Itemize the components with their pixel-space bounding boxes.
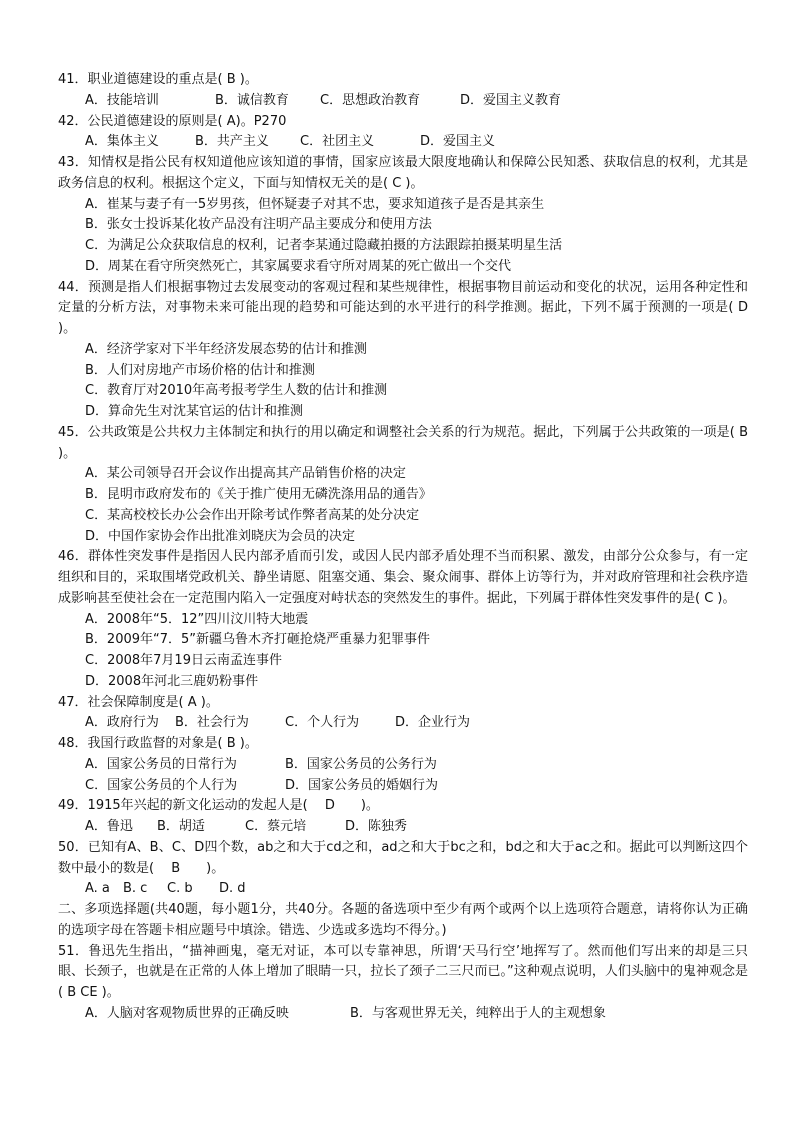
option-c: C．某高校校长办公会作出开除考试作弊者高某的处分决定 <box>85 507 420 523</box>
option-d: D．算命先生对沈某官运的估计和推测 <box>85 404 304 419</box>
option-a: A．崔某与妻子有一5岁男孩，但怀疑妻子对其不忠，要求知道孩子是否是其亲生 <box>85 196 545 212</box>
option-b: B．2009年“7．5”新疆乌鲁木齐打砸抢烧严重暴力犯罪事件 <box>85 632 431 648</box>
option-a: A．经济学家对下半年经济发展态势的估计和推测 <box>85 341 367 357</box>
question-48-stem: 48．我国行政监督的对象是( B )。 <box>58 736 258 751</box>
option-b: B．诚信教育 <box>215 92 289 108</box>
option-a: A．人脑对客观物质世界的正确反映 <box>85 1005 289 1021</box>
option-a: A．国家公务员的日常行为 <box>85 756 237 772</box>
question-50-stem: 50．已知有A、B、C、D四个数，ab之和大于cd之和，ad之和大于bc之和，bd之和大于ac之和。据此可以判断这四个数中最小的数是( B )。 <box>58 839 748 876</box>
option-d: D．国家公务员的婚姻行为 <box>285 777 439 793</box>
question-48-options-row-1 <box>58 755 748 776</box>
option-b: B．社会行为 <box>175 715 249 731</box>
option-b: B．与客观世界无关，纯粹出于人的主观想象 <box>350 1005 606 1021</box>
option-b: B．胡适 <box>157 819 205 834</box>
option-a: A．某公司领导召开会议作出提高其产品销售价格的决定 <box>85 466 406 482</box>
question-42-stem: 42．公民道德建设的原则是( A)。P270 <box>58 113 287 129</box>
option-a: A．2008年“5．12”四川汶川特大地震 <box>85 611 309 627</box>
question-42-options <box>58 132 748 153</box>
option-c: C. b <box>167 881 193 897</box>
question-41-options <box>58 91 748 112</box>
option-c: C．国家公务员的个人行为 <box>85 777 238 793</box>
option-b: B．共产主义 <box>195 134 269 150</box>
option-b: B．国家公务员的公务行为 <box>285 756 437 772</box>
option-d: D．陈独秀 <box>345 819 408 834</box>
option-a: A．技能培训 <box>85 92 159 108</box>
option-c: C．思想政治教育 <box>320 92 421 108</box>
option-b: B．人们对房地产市场价格的估计和推测 <box>85 362 315 378</box>
section-two-heading: 二、多项选择题(共40题，每小题1分，共40分。各题的备选项中至少有两个或两个以上选项符合题意，请将你认为正确的选项字母在答题卡相应题号中填涂。错选、少选或多选均不得分。) <box>58 902 748 938</box>
question-51-options <box>58 1004 748 1025</box>
option-d: D．2008年河北三鹿奶粉事件 <box>85 673 259 689</box>
option-b: B．张女士投诉某化妆产品没有注明产品主要成分和使用方法 <box>85 217 432 233</box>
option-a: A．政府行为 <box>85 715 159 731</box>
option-d: D．爱国主义 <box>420 134 496 150</box>
option-a: A. a <box>85 881 110 897</box>
option-a: A．集体主义 <box>85 134 159 150</box>
question-49-stem: 49．1915年兴起的新文化运动的发起人是( D )。 <box>58 798 379 814</box>
question-44-stem: 44．预测是指人们根据事物过去发展变动的客观过程和某些规律性，根据事物目前运动和变化的状况，运用各种定性和定量的分析方法，对事物未来可能出现的趋势和可能达到的水平进行的科学推测。据此，下列不属于预测的一项是( D )。 <box>58 279 748 336</box>
exam-page <box>58 70 748 1025</box>
question-47-stem: 47．社会保障制度是( A )。 <box>58 694 219 710</box>
question-46-stem: 46．群体性突发事件是指因人民内部矛盾而引发，或因人民内部矛盾处理不当而积累、激发，由部分公众参与，有一定组织和目的，采取围堵党政机关、静坐请愿、阻塞交通、集会、聚众闹事、群体上访等行为，并对政府管理和社会秩序造成影响甚至使社会在一定范围内陷入一定强度对峙状态的突然发生的事件。据此，下列属于群体性突发事件的是( C )。 <box>58 549 748 606</box>
question-45-stem: 45．公共政策是公共权力主体制定和执行的用以确定和调整社会关系的行为规范。据此，下列属于公共政策的一项是( B )。 <box>58 424 748 461</box>
option-c: C．2008年7月19日云南孟连事件 <box>85 653 282 668</box>
question-43-stem: 43．知情权是指公民有权知道他应该知道的事情，国家应该最大限度地确认和保障公民知悉、获取信息的权利，尤其是政务信息的权利。根据这个定义，下面与知情权无关的是( C )。 <box>58 155 748 191</box>
option-c: C．蔡元培 <box>245 819 307 834</box>
question-50-options <box>58 879 748 900</box>
option-b: B. c <box>123 881 148 897</box>
option-d: D．爱国主义教育 <box>460 92 562 108</box>
question-41-stem: 41．职业道德建设的重点是( B )。 <box>58 72 258 87</box>
question-49-options <box>58 817 748 838</box>
option-d: D．周某在看守所突然死亡，其家属要求看守所对周某的死亡做出一个交代 <box>85 258 512 274</box>
option-d: D．中国作家协会作出批准刘晓庆为会员的决定 <box>85 528 356 544</box>
question-48-options-row-2 <box>58 776 748 797</box>
option-d: D．企业行为 <box>395 715 471 731</box>
option-c: C．个人行为 <box>285 715 360 731</box>
option-b: B．昆明市政府发布的《关于推广使用无磷洗涤用品的通告》 <box>85 487 432 502</box>
option-c: C．为满足公众获取信息的权利，记者李某通过隐藏拍摄的方法跟踪拍摄某明星生活 <box>85 238 563 253</box>
option-a: A．鲁迅 <box>85 819 133 834</box>
option-c: C．教育厅对2010年高考报考学生人数的估计和推测 <box>85 383 388 399</box>
question-51-stem: 51．鲁迅先生指出，“描神画鬼，毫无对证，本可以专靠神思，所谓‘天马行空’地挥写了。然而他们写出来的却是三只眼、长颈子，也就是在正常的人体上增加了眼睛一只，拉长了颈子二三尺而已。”这种观点说明，人们头脑中的鬼神观念是( B CE )。 <box>58 943 748 1000</box>
option-c: C．社团主义 <box>300 134 375 150</box>
option-d: D. d <box>219 881 246 897</box>
question-47-options <box>58 713 748 734</box>
